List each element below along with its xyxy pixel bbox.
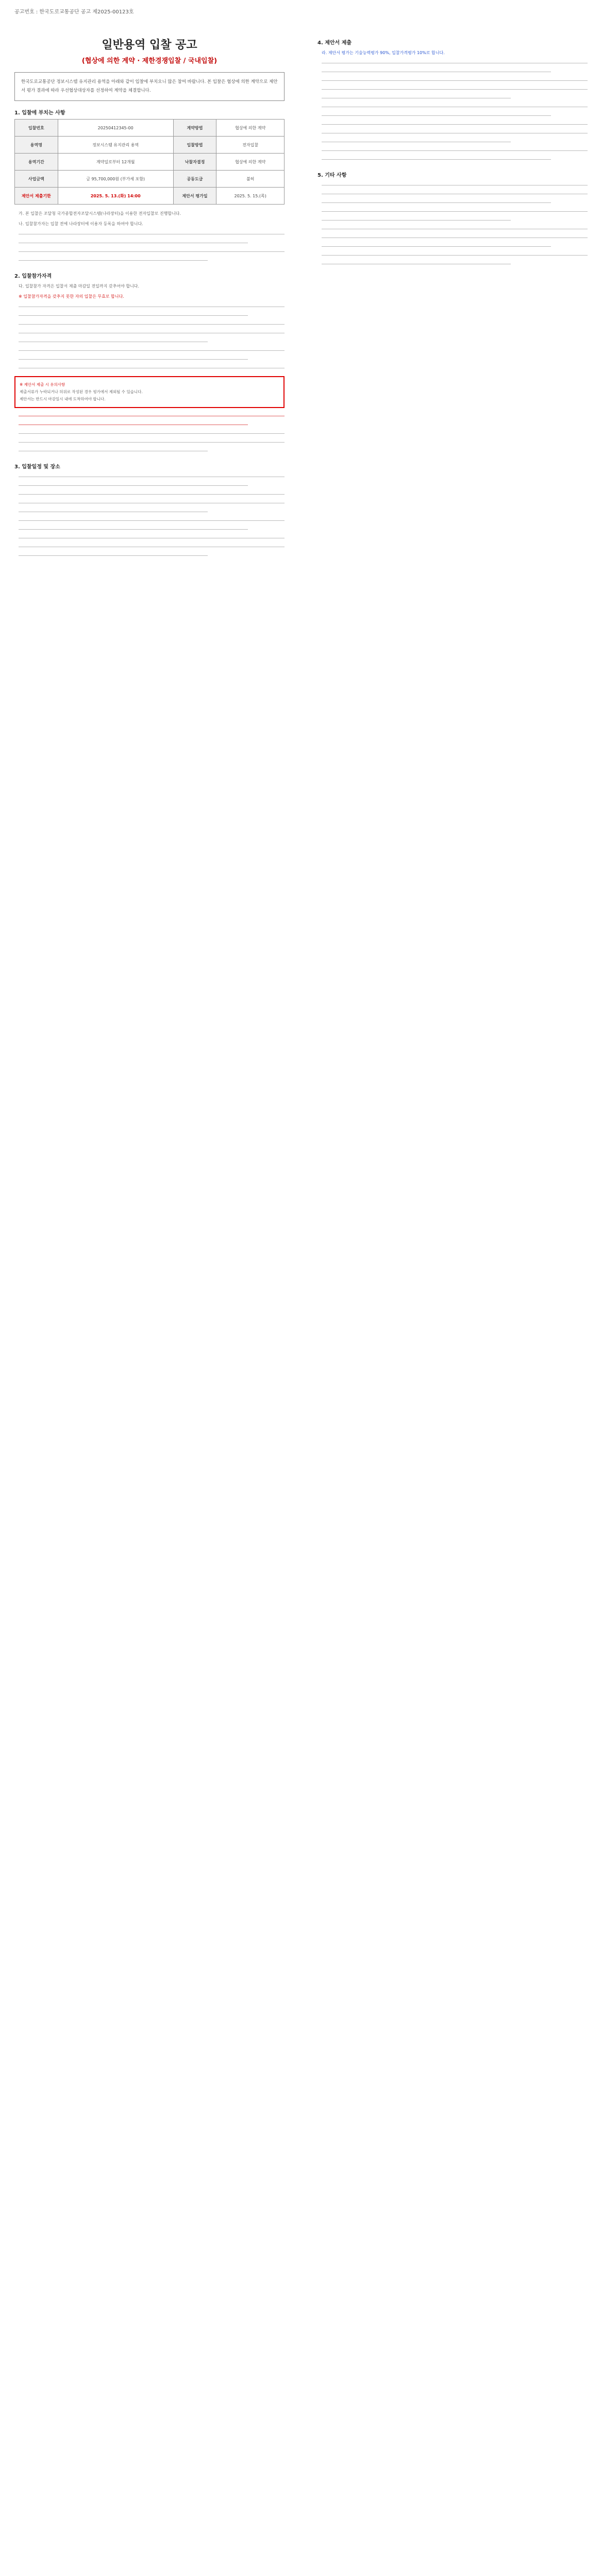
- section-heading: 2. 입찰참가자격: [14, 274, 52, 279]
- table-header-cell: 사업금액: [15, 171, 58, 188]
- document-header: 공고번호 : 한국도로교통공단 공고 제2025-00123호: [14, 9, 134, 15]
- body-paragraph: 다. 입찰참가 자격은 입찰서 제출 마감일 전일까지 갖추어야 합니다.: [19, 284, 140, 289]
- text-line: [19, 482, 248, 489]
- text-line: [322, 59, 588, 67]
- table-cell: 정보시스템 유지관리 용역: [58, 137, 173, 154]
- text-line: [322, 243, 551, 250]
- table-cell: 불허: [216, 171, 285, 188]
- text-line: [322, 129, 588, 137]
- table-cell: 협상에 의한 계약: [216, 120, 285, 137]
- text-line: [19, 526, 248, 533]
- text-line: [19, 473, 285, 481]
- warning-paragraph: ※ 입찰참가자격을 갖추지 못한 자의 입찰은 무효로 합니다.: [19, 294, 124, 299]
- section-heading: 1. 입찰에 부치는 사항: [14, 110, 65, 116]
- text-line: [322, 199, 551, 207]
- text-line: [19, 490, 285, 498]
- table-cell: 금 95,700,000원 (부가세 포함): [58, 171, 173, 188]
- text-line: [19, 239, 248, 247]
- notice-box: 한국도로교통공단 정보시스템 유지관리 용역을 아래와 같이 입찰에 부치오니 많은 참여 바랍니다. 본 입찰은 협상에 의한 계약으로 제안서 평가 결과에 따라 우선협상대상자를 선정하여 계약을 체결합니다.: [14, 72, 285, 101]
- bid-info-table: [14, 119, 285, 205]
- warning-line: 제안서는 반드시 마감일시 내에 도착하여야 합니다.: [20, 397, 106, 401]
- section-heading: 4. 제안서 제출: [317, 40, 352, 46]
- text-line: [19, 312, 248, 319]
- text-line: [19, 508, 208, 516]
- text-line: [19, 329, 285, 337]
- text-line: [322, 251, 588, 259]
- text-line: [19, 534, 285, 542]
- table-row: [15, 120, 285, 137]
- text-line: [322, 112, 551, 120]
- text-line: [19, 303, 285, 311]
- text-line: [19, 430, 285, 437]
- text-line: [322, 86, 588, 93]
- table-cell: 2025. 5. 15.(목): [216, 188, 285, 205]
- section-heading: 5. 기타 사항: [317, 173, 347, 178]
- text-line: [322, 216, 511, 224]
- table-header-cell: 낙찰자결정: [173, 154, 216, 171]
- document-title: 일반용역 입찰 공고: [102, 39, 197, 52]
- text-line: [19, 320, 285, 328]
- text-line: [322, 208, 588, 215]
- text-line: [19, 355, 248, 363]
- warning-box: [14, 376, 285, 408]
- text-line: [19, 447, 208, 455]
- table-row: [15, 137, 285, 154]
- text-line: [322, 121, 588, 128]
- text-line: [19, 412, 285, 420]
- table-header-cell: 용역기간: [15, 154, 58, 171]
- table-cell: 20250412345-00: [58, 120, 173, 137]
- text-line: [19, 364, 285, 372]
- text-line: [19, 248, 285, 256]
- table-header-cell: 제안서 제출기한: [15, 188, 58, 205]
- table-header-cell: 입찰방법: [173, 137, 216, 154]
- text-line: [19, 438, 285, 446]
- section-heading: 3. 입찰일정 및 장소: [14, 464, 60, 470]
- text-line: [322, 225, 588, 233]
- text-line: [322, 77, 588, 84]
- left-column: [14, 31, 285, 561]
- table-row: [15, 171, 285, 188]
- text-line: [322, 68, 551, 76]
- table-row: [15, 154, 285, 171]
- text-line: [322, 190, 588, 198]
- text-line: [322, 94, 511, 102]
- text-line: [322, 103, 588, 111]
- text-line: [19, 230, 285, 238]
- text-line: [322, 138, 511, 146]
- table-row: [15, 188, 285, 205]
- text-line: [19, 257, 208, 264]
- text-line: [322, 260, 511, 268]
- text-line: [19, 517, 285, 524]
- table-cell: 전자입찰: [216, 137, 285, 154]
- text-line: [322, 147, 588, 155]
- table-header-cell: 제안서 평가일: [173, 188, 216, 205]
- table-cell: 계약일로부터 12개월: [58, 154, 173, 171]
- text-line: [322, 156, 551, 163]
- table-header-cell: 입찰번호: [15, 120, 58, 137]
- warning-line: ※ 제안서 제출 시 유의사항: [20, 382, 65, 387]
- body-paragraph: 가. 본 입찰은 조달청 국가종합전자조달시스템(나라장터)을 이용한 전자입찰로 진행합니다.: [19, 211, 181, 216]
- text-line: [19, 338, 208, 346]
- body-paragraph: 나. 입찰참가자는 입찰 전에 나라장터에 이용자 등록을 하여야 합니다.: [19, 222, 143, 226]
- warning-line: 제출서류가 누락되거나 허위로 작성된 경우 평가에서 제외될 수 있습니다.: [20, 389, 143, 394]
- table-header-cell: 계약방법: [173, 120, 216, 137]
- text-line: [19, 543, 285, 551]
- text-line: [19, 347, 285, 354]
- table-header-cell: 용역명: [15, 137, 58, 154]
- document-subtitle: (협상에 의한 계약 · 제한경쟁입찰 / 국내입찰): [81, 57, 218, 65]
- text-line: [322, 234, 588, 242]
- text-line: [19, 499, 285, 507]
- right-column: [317, 31, 588, 269]
- text-line: [19, 552, 208, 560]
- table-cell: 2025. 5. 13.(화) 14:00: [58, 188, 173, 205]
- body-paragraph: 라. 제안서 평가는 기술능력평가 90%, 입찰가격평가 10%로 합니다.: [322, 50, 445, 55]
- table-cell: 협상에 의한 계약: [216, 154, 285, 171]
- text-line: [19, 421, 248, 429]
- table-header-cell: 공동도급: [173, 171, 216, 188]
- text-line: [322, 181, 588, 189]
